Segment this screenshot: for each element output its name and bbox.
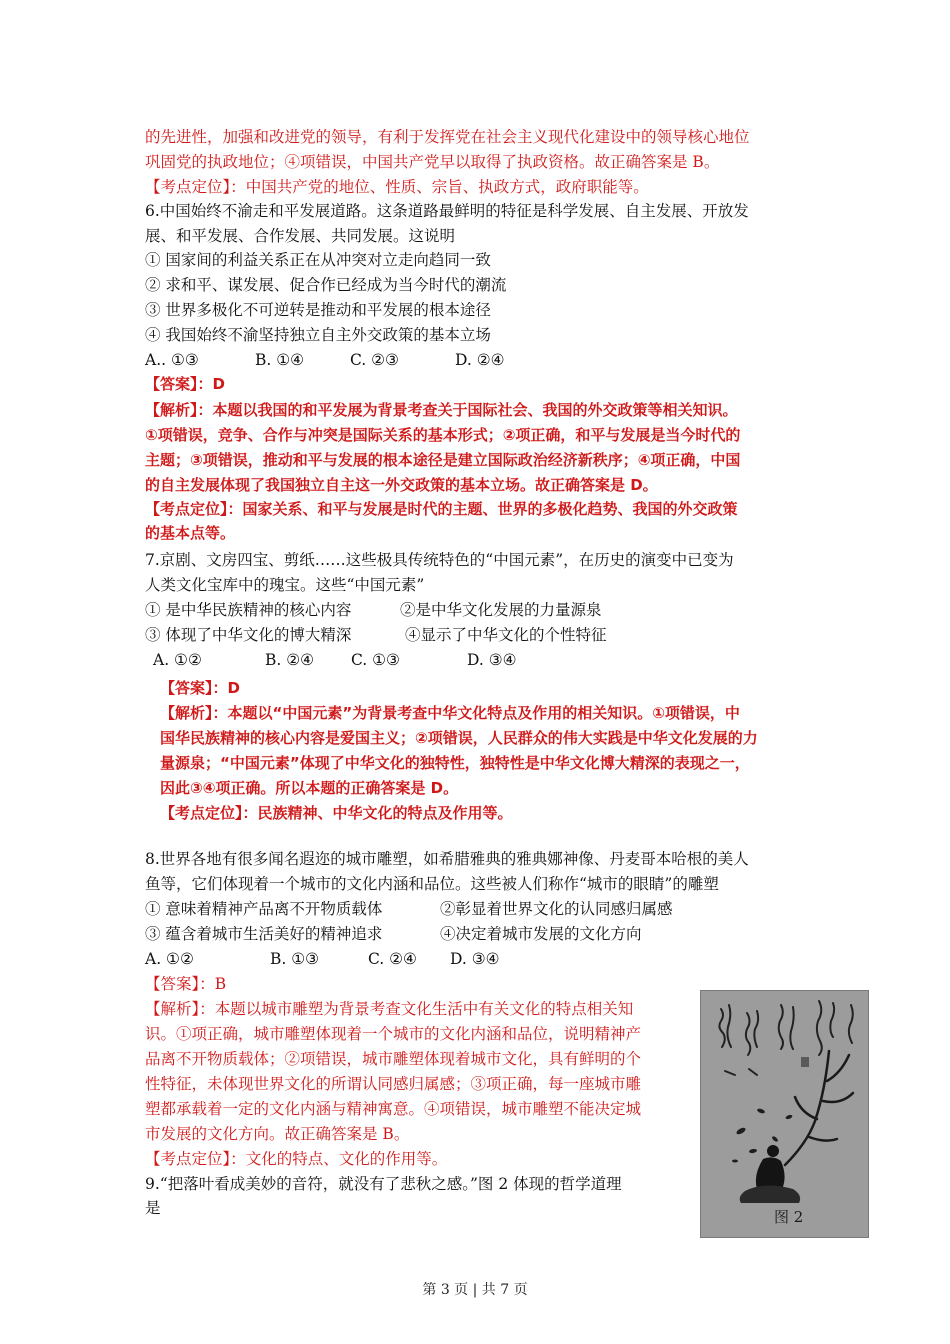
q7-options xyxy=(153,650,517,670)
q7-statement-3: ③ 体现了中华文化的博大精深 xyxy=(145,626,352,644)
q8-option-b: B. ①③ xyxy=(270,950,320,968)
q7-answer: 【答案】：D xyxy=(160,679,240,697)
q6-analysis-line-3: 主题；③项错误，推动和平与发展的根本途径是建立国际政治经济新秩序；④项正确，中国 xyxy=(145,451,741,469)
q6-option-b: B. ①④ xyxy=(255,351,305,369)
q9-stem-line-2: 是 xyxy=(145,1199,161,1217)
q7-stem-line-2: 人类文化宝库中的瑰宝。这些“中国元素” xyxy=(145,576,425,594)
q7-statement-1: ① 是中华民族精神的核心内容 xyxy=(145,601,352,619)
q8-option-a: A. ①② xyxy=(145,950,194,968)
q6-statement-2: ② 求和平、谋发展、促合作已经成为当今时代的潮流 xyxy=(145,276,507,294)
q8-analysis-line-4: 性特征，未体现世界文化的所谓认同感归属感；③项正确，每一座城市雕 xyxy=(145,1075,642,1093)
q7-option-c: C. ①③ xyxy=(351,651,400,669)
q8-option-d: D. ③④ xyxy=(450,950,500,968)
q6-option-c: C. ②③ xyxy=(350,351,399,369)
q8-statement-3: ③ 蕴含着城市生活美好的精神追求 xyxy=(145,925,383,943)
figure-2-painting xyxy=(700,990,869,1238)
q8-analysis-line-5: 塑都承载着一定的文化内涵与精神寓意。④项错误，城市雕塑不能决定城 xyxy=(145,1100,642,1118)
q8-statements-1-2 xyxy=(145,899,673,919)
q7-statement-4: ④显示了中华文化的个性特征 xyxy=(405,626,607,644)
q6-option-d: D. ②④ xyxy=(455,351,505,369)
q8-statements-3-4 xyxy=(145,924,642,944)
q6-statement-1: ① 国家间的利益关系正在从冲突对立走向趋同一致 xyxy=(145,251,491,269)
q5-analysis-line-1: 的先进性，加强和改进党的领导，有利于发挥党在社会主义现代化建设中的领导核心地位 xyxy=(145,128,750,146)
q8-options xyxy=(145,949,500,969)
q6-analysis-line-4: 的自主发展体现了我国独立自主这一外交政策的基本立场。故正确答案是 D。 xyxy=(145,476,658,494)
q5-kaodian: 【考点定位】：中国共产党的地位、性质、宗旨、执政方式，政府职能等。 xyxy=(145,178,649,196)
q5-analysis-line-2: 巩固党的执政地位；④项错误，中国共产党早以取得了执政资格。故正确答案是 B。 xyxy=(145,153,720,171)
q6-kaodian-line-1: 【考点定位】：国家关系、和平与发展是时代的主题、世界的多极化趋势、我国的外交政策 xyxy=(145,500,738,518)
q8-statement-2: ②彰显着世界文化的认同感归属感 xyxy=(440,900,673,918)
q8-answer: 【答案】：B xyxy=(145,975,227,993)
q6-answer: 【答案】：D xyxy=(145,375,225,393)
q8-statement-4: ④决定着城市发展的文化方向 xyxy=(440,925,642,943)
q8-analysis-line-2: 识。①项正确，城市雕塑体现着一个城市的文化内涵和品位，说明精神产 xyxy=(145,1025,642,1043)
figure-caption: 图 2 xyxy=(774,1208,804,1226)
q8-statement-1: ① 意味着精神产品离不开物质载体 xyxy=(145,900,383,918)
q8-stem-line-1: 8.世界各地有很多闻名遐迩的城市雕塑，如希腊雅典的雅典娜神像、丹麦哥本哈根的美人 xyxy=(145,850,749,868)
q6-analysis-line-1: 【解析】：本题以我国的和平发展为背景考查关于国际社会、我国的外交政策等相关知识。 xyxy=(145,401,738,419)
q7-analysis-line-2: 国华民族精神的核心内容是爱国主义；②项错误，人民群众的伟大实践是中华文化发展的力 xyxy=(160,729,758,747)
q6-options xyxy=(145,350,505,370)
ink-painting-illustration xyxy=(701,991,868,1237)
q7-option-b: B. ②④ xyxy=(265,651,315,669)
q6-kaodian-line-2: 的基本点等。 xyxy=(145,524,236,542)
q7-option-d: D. ③④ xyxy=(467,651,517,669)
q8-analysis-line-3: 品离不开物质载体；②项错误，城市雕塑体现着城市文化，具有鲜明的个 xyxy=(145,1050,642,1068)
q6-stem-line-1: 6.中国始终不渝走和平发展道路。这条道路最鲜明的特征是科学发展、自主发展、开放发 xyxy=(145,202,749,220)
q8-stem-line-2: 鱼等，它们体现着一个城市的文化内涵和品位。这些被人们称作“城市的眼睛”的雕塑 xyxy=(145,875,719,893)
q7-statements-1-2 xyxy=(145,600,602,620)
q7-kaodian: 【考点定位】：民族精神、中华文化的特点及作用等。 xyxy=(160,804,513,822)
q8-analysis-line-1: 【解析】：本题以城市雕塑为背景考查文化生活中有关文化的特点相关知 xyxy=(145,1000,634,1018)
q6-statement-4: ④ 我国始终不渝坚持独立自主外交政策的基本立场 xyxy=(145,326,491,344)
q6-analysis-line-2: ①项错误，竞争、合作与冲突是国际关系的基本形式；②项正确，和平与发展是当今时代的 xyxy=(145,426,741,444)
q8-option-c: C. ②④ xyxy=(368,950,417,968)
q6-option-a: A.. ①③ xyxy=(145,351,199,369)
q7-statements-3-4 xyxy=(145,625,607,645)
q9-stem-line-1: 9.“把落叶看成美妙的音符，就没有了悲秋之感。”图 2 体现的哲学道理 xyxy=(145,1175,622,1193)
page-footer: 第 3 页 | 共 7 页 xyxy=(422,1282,528,1298)
q7-analysis-line-4: 因此③④项正确。所以本题的正确答案是 D。 xyxy=(160,779,459,797)
q8-kaodian: 【考点定位】：文化的特点、文化的作用等。 xyxy=(145,1150,448,1168)
q7-statement-2: ②是中华文化发展的力量源泉 xyxy=(400,601,602,619)
q7-analysis-line-1: 【解析】：本题以“中国元素”为背景考查中华文化特点及作用的相关知识。①项错误，中 xyxy=(160,704,740,722)
q6-statement-3: ③ 世界多极化不可逆转是推动和平发展的根本途径 xyxy=(145,301,491,319)
q8-analysis-line-6: 市发展的文化方向。故正确答案是 B。 xyxy=(145,1125,410,1143)
q7-analysis-line-3: 量源泉；“中国元素”体现了中华文化的独特性，独特性是中华文化博大精深的表现之一， xyxy=(160,754,750,772)
q7-option-a: A. ①② xyxy=(153,651,202,669)
q7-stem-line-1: 7.京剧、文房四宝、剪纸……这些极具传统特色的“中国元素”，在历史的演变中已变为 xyxy=(145,551,734,569)
q6-stem-line-2: 展、和平发展、合作发展、共同发展。这说明 xyxy=(145,227,456,245)
